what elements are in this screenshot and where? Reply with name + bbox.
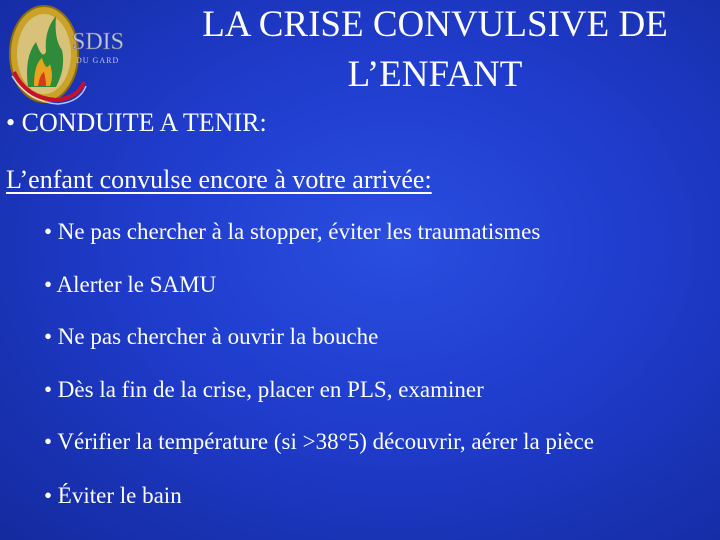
list-item: • Dès la fin de la crise, placer en PLS, examiner bbox=[44, 376, 484, 402]
sdis-emblem-icon bbox=[6, 2, 156, 106]
list-item: • Vérifier la température (si >38°5) découvrir, aérer la pièce bbox=[44, 429, 594, 454]
list-item: • Ne pas chercher à la stopper, éviter les traumatismes bbox=[44, 219, 541, 244]
logo-text: SDIS bbox=[72, 29, 125, 55]
slide-title: LA CRISE CONVULSIVE DE L’ENFANT bbox=[202, 4, 668, 95]
section-label: • CONDUITE A TENIR: bbox=[6, 108, 267, 137]
subheading: L’enfant convulse encore à votre arrivée: bbox=[6, 165, 432, 194]
list-item: • Alerter le SAMU bbox=[44, 271, 217, 297]
list-item: • Éviter le bain bbox=[44, 483, 182, 508]
bullet-list bbox=[44, 218, 694, 535]
list-item: • Ne pas chercher à ouvrir la bouche bbox=[44, 324, 379, 349]
sdis-logo bbox=[6, 2, 156, 106]
logo-subtext: DU GARD bbox=[76, 56, 120, 65]
